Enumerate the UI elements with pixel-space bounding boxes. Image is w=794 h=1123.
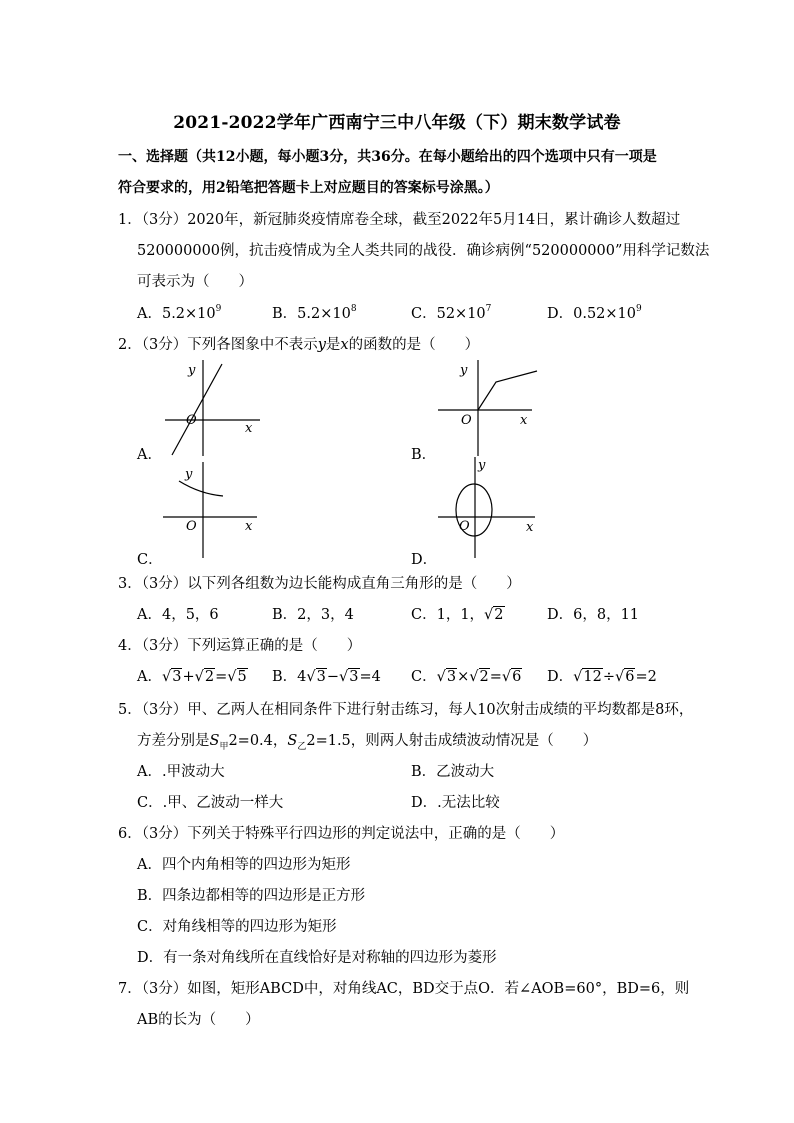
q2-stem: 2．（3分）下列各图象中不表示y是x的函数的是（ ） <box>118 337 480 353</box>
page-title: 2021-2022学年广西南宁三中八年级（下）期末数学试卷 <box>173 113 621 133</box>
q3-option-b: B．2，3，4 <box>272 607 354 623</box>
q4-option-b: B．4√3−√3=4 <box>272 669 381 685</box>
q4-option-a: A．√3+√2=√5 <box>137 669 247 685</box>
axis-y-label: y <box>188 363 196 378</box>
q1-stem-line3: 可表示为（ ） <box>137 274 253 290</box>
q2-graph-a <box>155 358 265 458</box>
q3-option-a: A．4，5，6 <box>137 607 219 623</box>
q4-option-d: D．√12÷√6=2 <box>547 669 657 685</box>
graph-line <box>172 364 222 455</box>
q6-option-a: A．四个内角相等的四边形为矩形 <box>137 857 351 873</box>
q6-option-c: C．对角线相等的四边形为矩形 <box>137 919 337 935</box>
q6-stem: 6．（3分）下列关于特殊平行四边形的判定说法中，正确的是（ ） <box>118 826 565 842</box>
origin-label: O <box>186 519 197 534</box>
graph-curve <box>179 481 223 496</box>
axis-x-label: x <box>245 519 253 534</box>
axis-y-label: y <box>478 458 486 473</box>
q2-option-a-label: A． <box>137 447 162 463</box>
q6-option-d: D．有一条对角线所在直线恰好是对称轴的四边形为菱形 <box>137 950 497 966</box>
q1-stem-line2: 520000000例，抗击疫情成为全人类共同的战役．确诊病例“520000000”用科学记数法 <box>137 243 710 259</box>
q1-stem-line1: 1．（3分）2020年，新冠肺炎疫情席卷全球，截至2022年5月14日，累计确诊人数超过 <box>118 212 681 228</box>
q1-option-c: C．$52\times 10^7$ <box>411 304 492 322</box>
q5-stem-line2: 方差分别是$S_甲2=0.4$，$S_乙2=1.5$，则两人射击成绩波动情况是（ ） <box>137 733 598 752</box>
origin-label: O <box>186 413 197 428</box>
q7-stem-line1: 7．（3分）如图，矩形ABCD中，对角线AC，BD交于点O．若∠AOB=60°，BD=6，则 <box>118 981 690 997</box>
section-heading-line2: 符合要求的，用2铅笔把答题卡上对应题目的答案标号涂黑。） <box>118 180 499 196</box>
q5-option-b: B．乙波动大 <box>411 764 495 780</box>
axis-y-label: y <box>185 467 193 482</box>
q5-option-a: A．.甲波动大 <box>137 764 225 780</box>
q2-graph-b <box>430 358 540 458</box>
axis-x-label: x <box>526 520 534 535</box>
q3-option-c: C．1，1，√2 <box>411 607 504 623</box>
q4-option-c: C．√3×√2=√6 <box>411 669 522 685</box>
q1-option-a: A．$5.2\times 10^9$ <box>137 304 222 322</box>
origin-label: O <box>459 519 470 534</box>
q5-option-d: D．.无法比较 <box>411 795 500 811</box>
section-heading-line1: 一、选择题（共12小题，每小题3分，共36分。在每小题给出的四个选项中只有一项是 <box>118 149 657 165</box>
q4-stem: 4．（3分）下列运算正确的是（ ） <box>118 638 362 654</box>
q1-option-b: B．$5.2\times 10^8$ <box>272 304 357 322</box>
q3-stem: 3．（3分）以下列各组数为边长能构成直角三角形的是（ ） <box>118 576 521 592</box>
q6-option-b: B．四条边都相等的四边形是正方形 <box>137 888 366 904</box>
q1-option-d: D．$0.52\times 10^9$ <box>547 304 642 322</box>
q7-stem-line2: AB的长为（ ） <box>137 1012 260 1028</box>
q2-option-c-label: C． <box>137 552 163 568</box>
q2-graph-d <box>430 455 545 560</box>
q2-graph-c <box>155 460 265 560</box>
q5-stem-line1: 5．（3分）甲、乙两人在相同条件下进行射击练习，每人10次射击成绩的平均数都是8环， <box>118 702 694 718</box>
axis-x-label: x <box>245 421 253 436</box>
axis-y-label: y <box>460 363 468 378</box>
q5-option-c: C．.甲、乙波动一样大 <box>137 795 284 811</box>
q3-option-d: D．6，8，11 <box>547 607 640 623</box>
origin-label: O <box>461 413 472 428</box>
q2-option-b-label: B． <box>411 447 437 463</box>
q2-option-d-label: D． <box>411 552 438 568</box>
graph-line <box>478 371 537 410</box>
axis-x-label: x <box>520 413 528 428</box>
